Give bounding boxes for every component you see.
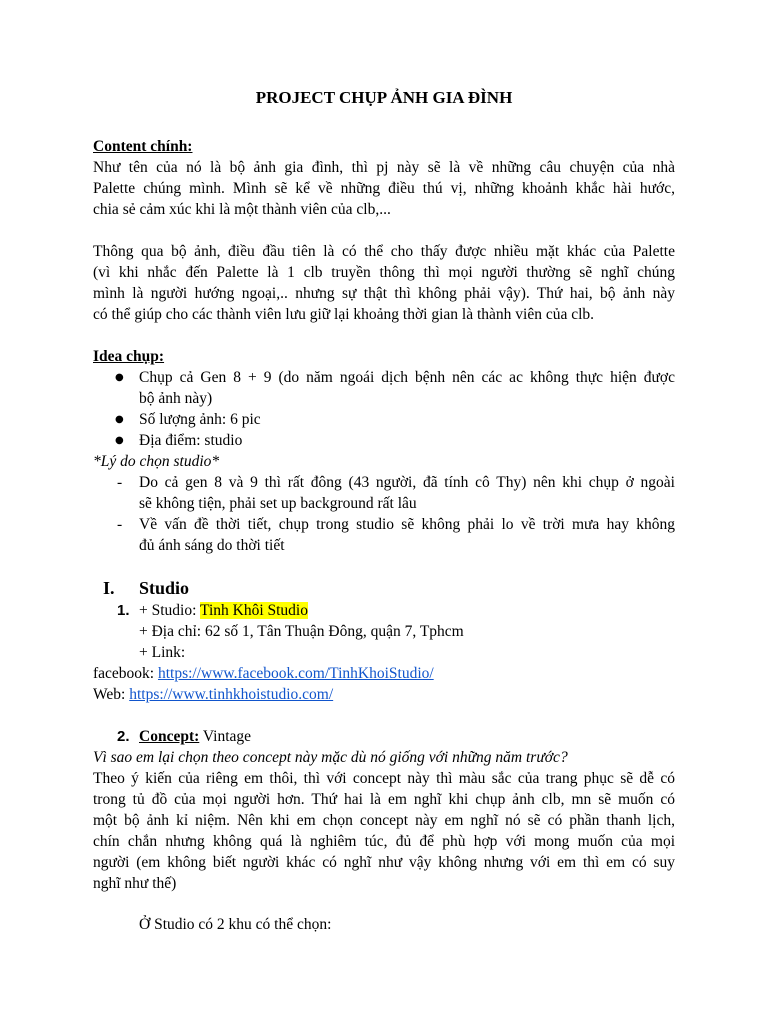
concept-line: [139, 726, 251, 747]
bullet-icon: ●: [115, 372, 124, 383]
web-line: [93, 684, 333, 705]
studio-name-highlight: Tinh Khôi Studio: [200, 602, 308, 619]
concept-answer-line5: người (em không biết người khác có nghĩ như vậy không nhưng với em thì em có suy: [93, 854, 675, 871]
section-roman-numeral: I.: [103, 578, 115, 598]
concept-answer-line6: nghĩ như thế): [93, 875, 177, 892]
concept-answer-line3: một bộ ảnh kỉ niệm. Nên khi em chọn concept này em nghĩ nó sẽ có phần thanh lịch,: [93, 812, 675, 829]
content-para1-line2: Palette chúng mình. Mình sẽ kể về những điều thú vị, những khoảnh khắc hài hước,: [93, 180, 675, 197]
page-title: PROJECT CHỤP ẢNH GIA ĐÌNH: [255, 88, 513, 107]
idea-bullet-1-line2: bộ ảnh này): [139, 390, 213, 407]
reason-2-line2: đủ ánh sáng do thời tiết: [139, 537, 285, 554]
idea-bullet-2: Số lượng ảnh: 6 pic: [139, 411, 261, 428]
reason-1-line1: Do cả gen 8 và 9 thì rất đông (43 người, đã tính cô Thy) nên khi chụp ở ngoài: [139, 474, 675, 491]
content-para2-line1: Thông qua bộ ảnh, điều đầu tiên là có thể cho thấy được nhiều mặt khác của Palette: [93, 243, 675, 260]
content-para1-line1: Như tên của nó là bộ ảnh gia đình, thì pj này sẽ là về những câu chuyện của nhà: [93, 159, 675, 176]
studio-areas-intro: Ở Studio có 2 khu có thể chọn:: [139, 916, 332, 933]
content-para2-line2: (vì khi nhắc đến Palette là 1 clb truyền thông thì mọi người thường sẽ nghĩ chúng: [93, 264, 675, 281]
idea-heading: Idea chụp:: [93, 348, 165, 365]
reason-2-line1: Về vấn đề thời tiết, chụp trong studio sẽ không phải lo về trời mưa hay không: [139, 516, 675, 533]
facebook-link[interactable]: https://www.facebook.com/TinhKhoiStudio/: [157, 665, 434, 682]
content-heading: Content chính:: [93, 138, 193, 155]
studio-name-line: [139, 600, 308, 621]
facebook-line: [93, 663, 434, 684]
concept-label: Concept:: [139, 728, 200, 745]
web-link[interactable]: https://www.tinhkhoistudio.com/: [129, 686, 334, 703]
facebook-label: facebook:: [93, 665, 158, 682]
concept-question: Vì sao em lại chọn theo concept này mặc dù nó giống với những năm trước?: [93, 749, 568, 766]
content-para2-line4: có thể giúp cho các thành viên lưu giữ lại khoảng thời gian là thành viên của clb.: [93, 306, 595, 323]
studio-heading: Studio: [139, 578, 190, 598]
list-number: 2.: [117, 728, 130, 745]
studio-address: + Địa chỉ: 62 số 1, Tân Thuận Đông, quận 7, Tphcm: [139, 623, 464, 640]
bullet-icon: ●: [115, 414, 124, 425]
list-number: 1.: [117, 602, 130, 619]
web-label: Web:: [93, 686, 130, 703]
concept-answer-line1: Theo ý kiến của riêng em thôi, thì với concept này thì màu sắc của trang phục sẽ dễ có: [93, 770, 675, 787]
concept-answer-line2: trong tủ đồ của mọi người hơn. Thứ hai là em nghĩ khi chụp ảnh clb, mn sẽ muốn có: [93, 791, 675, 808]
studio-prefix: + Studio:: [139, 602, 201, 619]
reason-1-line2: sẽ không tiện, phải set up background rất lâu: [139, 495, 417, 512]
idea-bullet-3: Địa điểm: studio: [139, 432, 243, 449]
concept-value: Vintage: [199, 728, 252, 745]
reason-heading: *Lý do chọn studio*: [93, 453, 220, 470]
content-para1-line3: chia sẻ cảm xúc khi là một thành viên của clb,...: [93, 201, 391, 218]
content-para2-line3: mình là người hướng ngoại,.. nhưng sự thật thì không phải vậy). Thứ hai, bộ ảnh này: [93, 285, 675, 302]
studio-link-label: + Link:: [139, 644, 186, 661]
dash-icon: -: [117, 474, 123, 491]
dash-icon: -: [117, 516, 123, 533]
idea-bullet-1-line1: Chụp cả Gen 8 + 9 (do năm ngoái dịch bệnh nên các ac không thực hiện được: [139, 369, 675, 386]
bullet-icon: ●: [115, 435, 124, 446]
concept-answer-line4: chín chắn nhưng không quá là nghiêm túc, đủ để phù hợp với mong muốn của mọi: [93, 833, 675, 850]
